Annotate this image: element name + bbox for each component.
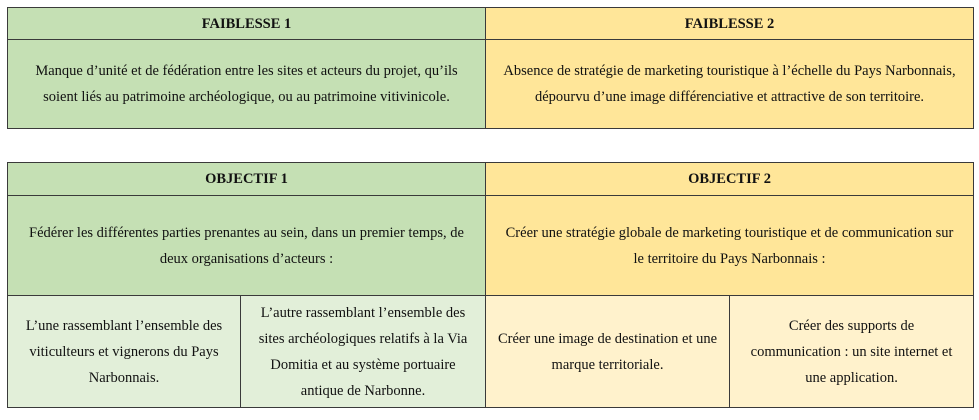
sub-objective-archaeological-line-1: L’autre rassemblant l’ensemble des: [260, 304, 466, 321]
weakness-2-description: [486, 40, 974, 129]
weakness-1-line-1: Manque d’unité et de fédération entre les sites et acteurs du projet, qu’ils: [35, 63, 458, 79]
sub-objective-communication-line-1: Créer des supports de: [788, 317, 915, 334]
objective-2-header: [486, 163, 974, 196]
weakness-1-header-text: FAIBLESSE 1: [201, 15, 292, 32]
objective-header-row: [8, 163, 974, 196]
sub-objective-destination-line-2: marque territoriale.: [551, 356, 664, 373]
sub-objective-destination-image: [486, 296, 730, 408]
objective-1-line-1: Fédérer les différentes parties prenantes au sein, dans un premier temps, de: [29, 224, 464, 241]
weakness-2-header: [486, 8, 974, 40]
objective-1-header-text: OBJECTIF 1: [205, 171, 288, 187]
sub-objective-winegrowers-line-2: viticulteurs et vignerons du Pays: [29, 343, 219, 360]
objective-1-header: [8, 163, 486, 196]
objective-1-line-2: deux organisations d’acteurs :: [159, 250, 334, 267]
sub-objective-archaeological-sites: [241, 296, 486, 408]
sub-objective-winegrowers-line-1: L’une rassemblant l’ensemble des: [25, 317, 223, 334]
sub-objective-communication-line-2: communication : un site internet et: [750, 343, 953, 360]
weakness-1-header: [8, 8, 486, 40]
sub-objective-communication-line-3: une application.: [805, 369, 898, 386]
weakness-body-row: [8, 40, 974, 129]
objective-table: [7, 162, 974, 408]
objective-2-line-2: le territoire du Pays Narbonnais :: [633, 250, 826, 267]
sub-objective-destination-line-1: Créer une image de destination et une: [498, 330, 718, 347]
sub-objective-row: [8, 296, 974, 408]
weakness-header-row: [8, 8, 974, 40]
sub-objective-archaeological-line-2: sites archéologiques relatifs à la Via: [258, 330, 468, 347]
objective-1-description: [8, 196, 486, 296]
sub-objective-archaeological-line-3: Domitia et au système portuaire: [270, 356, 456, 373]
objective-2-header-text: OBJECTIF 2: [688, 171, 771, 187]
weakness-2-line-1: Absence de stratégie de marketing touristique à l’échelle du Pays Narbonnais,: [503, 63, 956, 79]
weakness-2-line-2: dépourvu d’une image différenciative et attractive de son territoire.: [534, 89, 925, 105]
weakness-1-line-2: soient liés au patrimoine archéologique, ou au patrimoine vitivinicole.: [43, 89, 450, 105]
sub-objective-archaeological-line-4: antique de Narbonne.: [300, 382, 426, 399]
objective-2-line-1: Créer une stratégie globale de marketing touristique et de communication sur: [505, 224, 954, 241]
objective-2-description: [486, 196, 974, 296]
weakness-2-header-text: FAIBLESSE 2: [684, 15, 775, 32]
sub-objective-winegrowers-line-3: Narbonnais.: [88, 369, 160, 386]
sub-objective-winegrowers: [8, 296, 241, 408]
weakness-1-description: [8, 40, 486, 129]
sub-objective-communication-tools: [730, 296, 974, 408]
weakness-table: [7, 7, 974, 129]
objective-body-row: [8, 196, 974, 296]
